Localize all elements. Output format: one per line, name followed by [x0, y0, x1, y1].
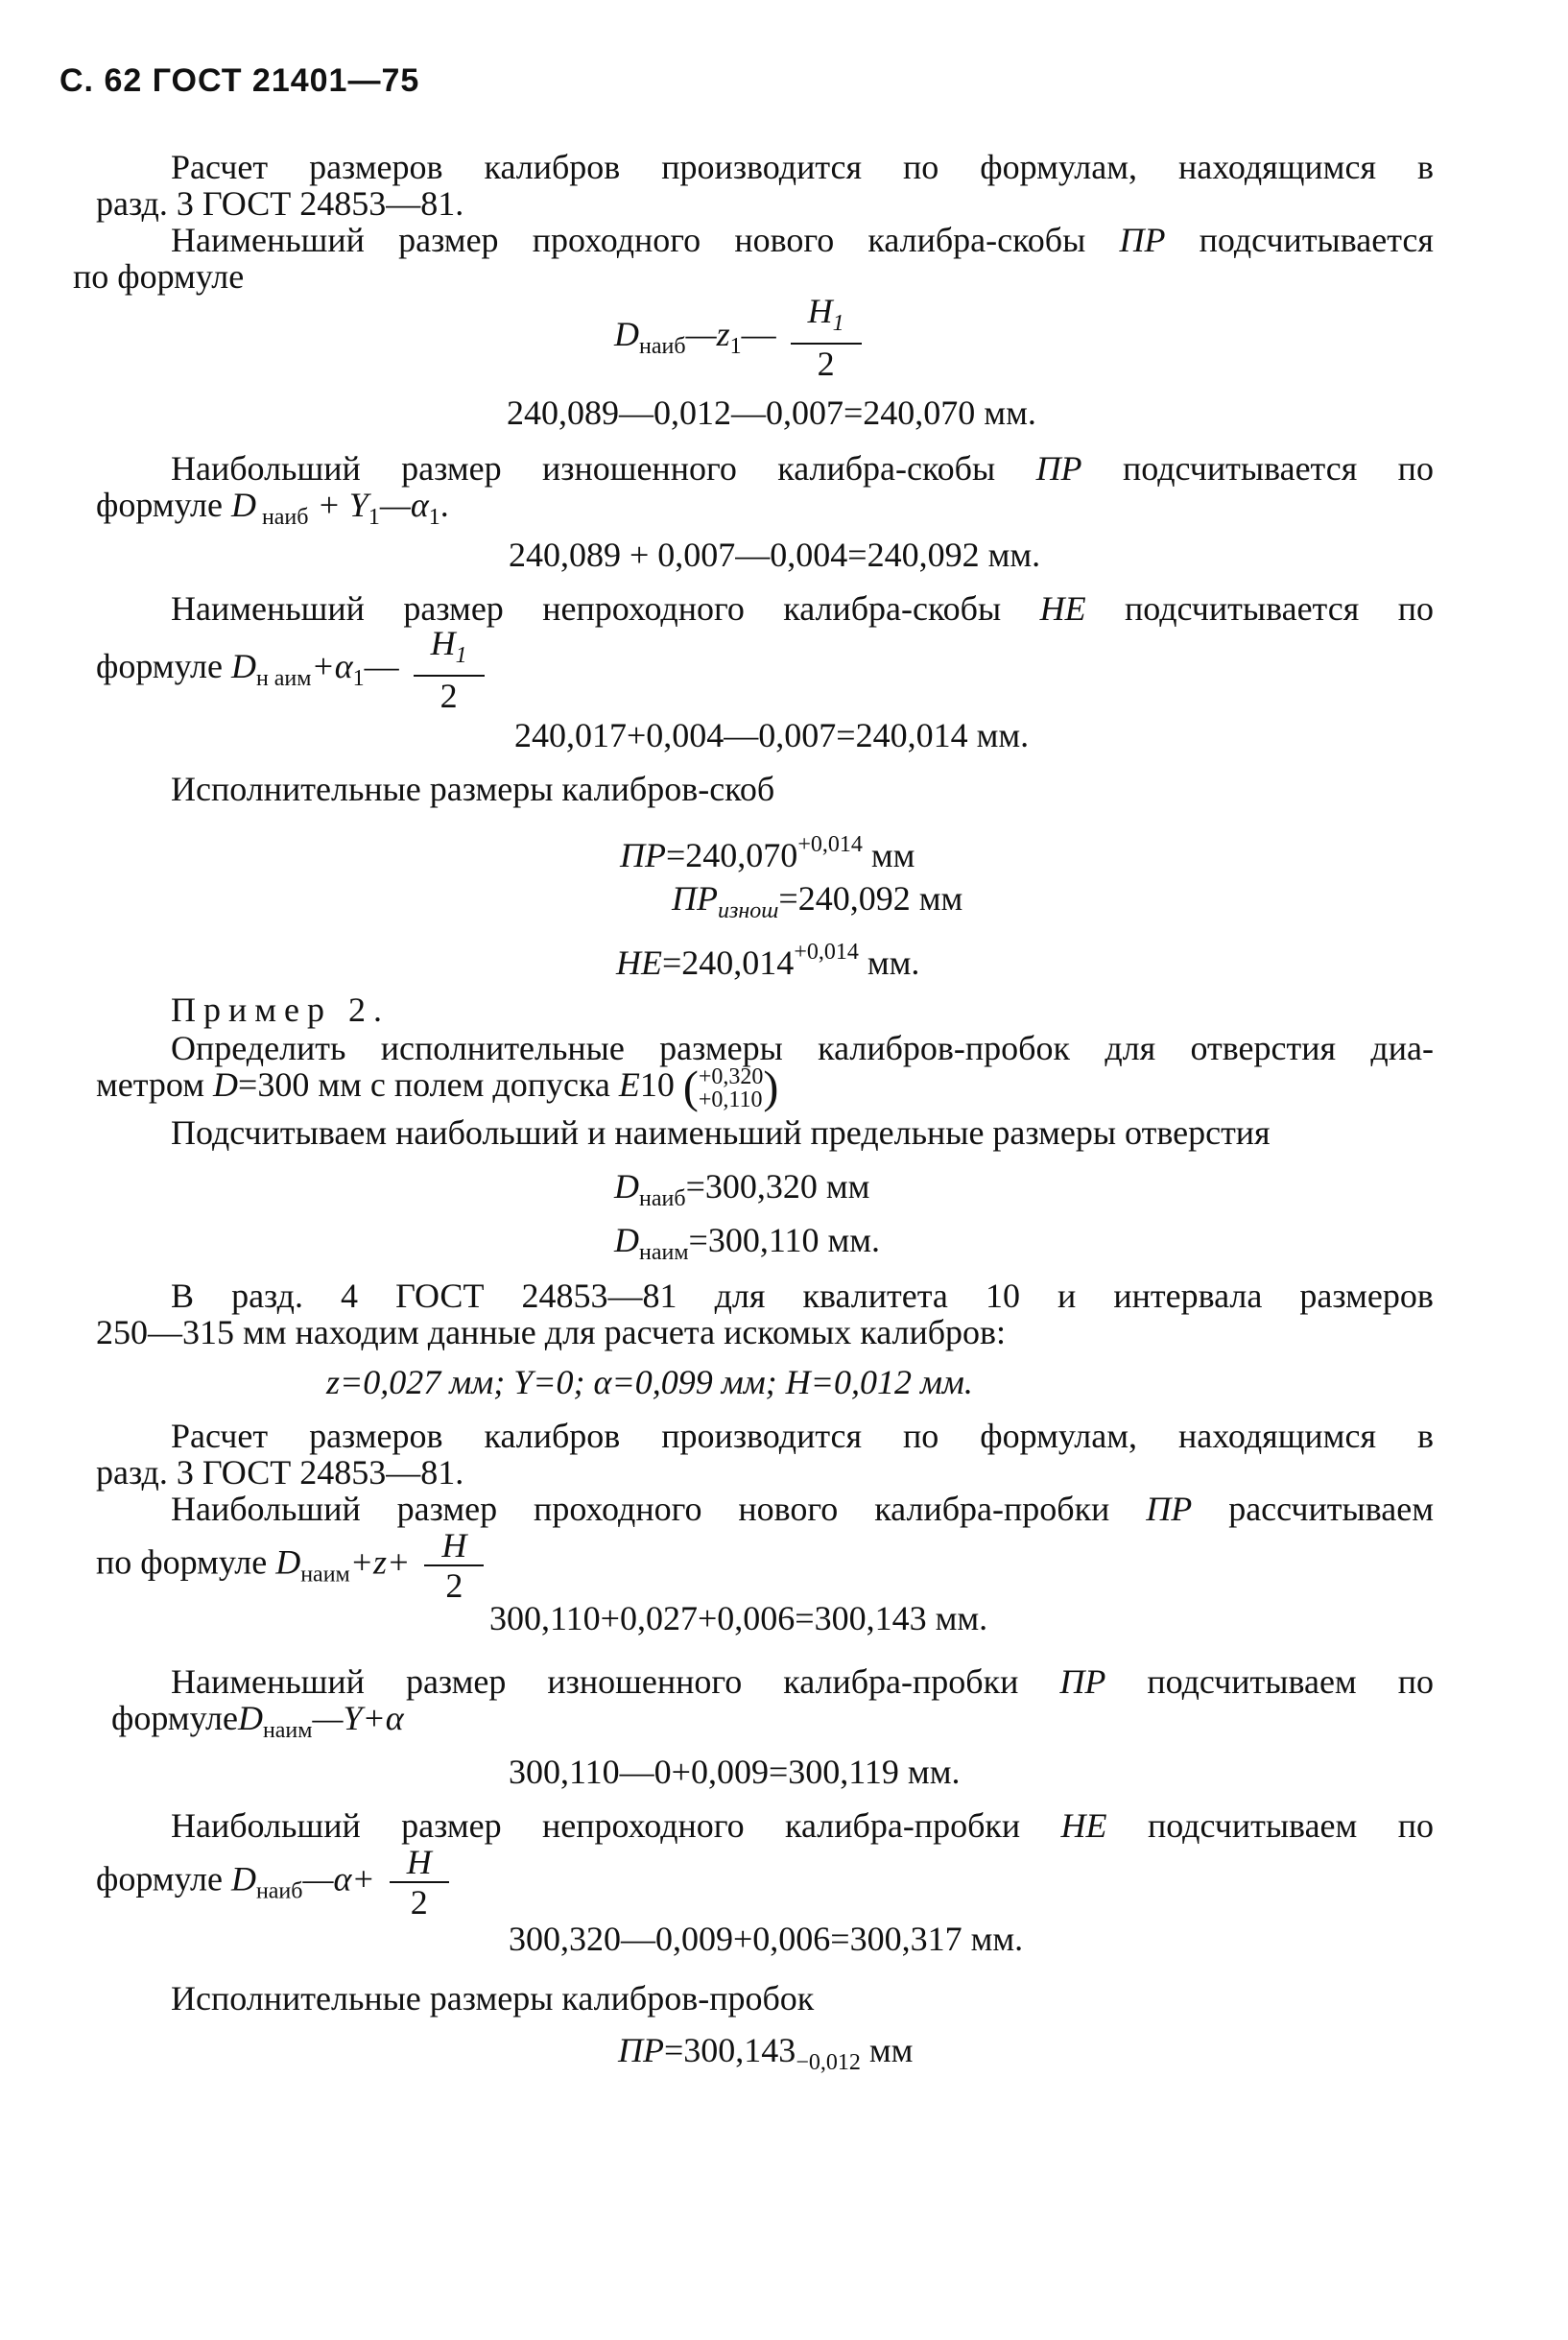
text-line-27	[171, 1488, 1434, 1530]
text-line-18	[96, 1063, 778, 1111]
text: формуле	[96, 1859, 231, 1898]
subscript: 1	[368, 505, 380, 530]
word: ПР	[1146, 1490, 1193, 1528]
subscript: изнош	[718, 898, 779, 923]
text: формуле	[96, 646, 231, 685]
denominator: 2	[445, 1566, 463, 1605]
calc-line-2: 240,089 + 0,007—0,004=240,092 мм.	[509, 536, 1041, 574]
word: в	[1416, 1417, 1434, 1455]
word: рассчитываем	[1228, 1490, 1434, 1528]
denominator: 2	[817, 345, 835, 383]
word: размеры	[659, 1029, 783, 1067]
subscript: 1	[729, 333, 742, 359]
word: Наибольший	[171, 449, 361, 488]
word: калибра-пробки	[783, 1662, 1019, 1701]
subscript: наиб	[639, 333, 686, 359]
calc-line-6: 300,320—0,009+0,006=300,317 мм.	[509, 1920, 1024, 1958]
word: исполнительные	[380, 1029, 625, 1067]
word: производится	[661, 1417, 863, 1455]
text-line-19: Подсчитываем наибольший и наименьший предельные размеры отверстия	[171, 1113, 1271, 1152]
word: Наибольший	[171, 1806, 361, 1845]
word: подсчитывается	[1199, 221, 1434, 259]
text-line-10	[96, 624, 490, 715]
fraction	[791, 292, 862, 383]
word: НЕ	[1039, 589, 1086, 628]
word: размеров	[1299, 1277, 1434, 1315]
numerator: H	[424, 1526, 484, 1566]
upper-deviation: +0,320	[698, 1063, 764, 1089]
word: подсчитываем	[1147, 1662, 1357, 1701]
text-line-3	[171, 219, 1434, 261]
word: 24853—81	[521, 1277, 677, 1315]
word: размер	[405, 1662, 507, 1701]
word: находящимся	[1177, 1417, 1376, 1455]
word: формулам,	[980, 1417, 1137, 1455]
subscript: наим	[262, 1718, 313, 1743]
var: D	[614, 314, 639, 353]
text-line-33	[171, 1804, 1434, 1847]
var: +z+	[349, 1542, 411, 1582]
subscript: наиб	[255, 505, 309, 530]
var: D	[213, 1065, 239, 1104]
var: D	[614, 1167, 639, 1206]
var: + Y	[308, 486, 368, 524]
subscript: 1	[832, 311, 844, 336]
word: калибров-пробок	[818, 1029, 1070, 1067]
word: диа-	[1370, 1029, 1434, 1067]
text: формуле	[96, 486, 231, 524]
formula-1	[614, 292, 867, 383]
result-line-4	[618, 2029, 913, 2084]
subscript: наим	[639, 1240, 689, 1265]
word: ПР	[1119, 221, 1166, 259]
text: =240,070	[666, 836, 798, 874]
subscript: 1	[455, 643, 467, 668]
result-line-2	[672, 877, 962, 932]
word: изношенного	[541, 449, 737, 488]
word: непроходного	[541, 1806, 745, 1845]
word: Наименьший	[171, 589, 365, 628]
text-line-36: Исполнительные размеры калибров-пробок	[171, 1979, 815, 2018]
subscript: 1	[352, 665, 365, 691]
fraction	[414, 624, 485, 715]
superscript: +0,014	[794, 940, 859, 965]
word: в	[1416, 148, 1434, 186]
word: размеров	[309, 148, 443, 186]
text-line-23: 250—315 мм находим данные для расчета искомых калибров:	[96, 1313, 1007, 1351]
var: ПР	[618, 2031, 664, 2069]
word: калибра-пробки	[785, 1806, 1021, 1845]
text: мм	[862, 836, 915, 874]
word: изношенного	[547, 1662, 743, 1701]
word: нового	[738, 1490, 839, 1528]
word: формулам,	[980, 148, 1137, 186]
var: D	[614, 1221, 639, 1259]
word: по	[1397, 449, 1434, 488]
word: Наименьший	[171, 221, 365, 259]
text: .	[440, 486, 449, 524]
word: производится	[661, 148, 863, 186]
text: мм.	[858, 943, 920, 982]
denominator: 2	[440, 677, 458, 715]
word: размер	[401, 1806, 502, 1845]
limit-line-2	[614, 1219, 880, 1274]
word: размер	[403, 589, 504, 628]
word: Определить	[171, 1029, 346, 1067]
lower-deviation: +0,110	[698, 1086, 763, 1112]
paren-close: )	[763, 1062, 779, 1113]
numerator: H	[807, 292, 833, 330]
fraction	[390, 1843, 449, 1922]
word: Расчет	[171, 1417, 269, 1455]
text-line-34	[96, 1843, 455, 1922]
text-line-31	[111, 1697, 404, 1752]
calc-line-5: 300,110—0+0,009=300,119 мм.	[509, 1753, 961, 1791]
calc-line-4: 300,110+0,027+0,006=300,143 мм.	[489, 1599, 988, 1637]
page-header: С. 62 ГОСТ 21401—75	[59, 62, 420, 99]
text-line-2: разд. 3 ГОСТ 24853—81.	[96, 184, 464, 223]
var: ПР	[672, 879, 718, 918]
denominator: 2	[410, 1883, 428, 1922]
word: проходного	[534, 1490, 702, 1528]
example-heading: Пример 2.	[171, 991, 391, 1029]
var: +α	[311, 646, 353, 685]
text: =300,320 мм	[685, 1167, 870, 1206]
result-line-1	[620, 824, 915, 876]
var: —α	[379, 486, 429, 524]
word: ПР	[1035, 449, 1082, 488]
word: калибра-скобы	[777, 449, 996, 488]
word: по	[1397, 1806, 1434, 1845]
text-line-28	[96, 1526, 489, 1605]
word: подсчитывается	[1124, 589, 1360, 628]
word: по	[1397, 589, 1434, 628]
word: размеров	[309, 1417, 443, 1455]
var: —α+	[302, 1859, 375, 1898]
word: по	[903, 1417, 939, 1455]
word: калибров	[484, 1417, 621, 1455]
text: 10	[639, 1065, 675, 1104]
word: квалитета	[802, 1277, 948, 1315]
var: D	[237, 1699, 263, 1737]
word: ГОСТ	[395, 1277, 485, 1315]
word: ПР	[1059, 1662, 1106, 1701]
word: НЕ	[1060, 1806, 1107, 1845]
word: интервала	[1113, 1277, 1263, 1315]
operator: —	[364, 646, 399, 685]
text: =240,092 мм	[778, 879, 963, 918]
text-line-12: Исполнительные размеры калибров-скоб	[171, 770, 775, 808]
numerator: H	[390, 1843, 449, 1883]
word: размер	[401, 449, 502, 488]
tolerance-stack	[699, 1065, 764, 1111]
text: по формуле	[96, 1542, 276, 1582]
superscript: +0,014	[797, 832, 863, 857]
text-line-7	[96, 484, 449, 538]
subscript: 1	[428, 505, 440, 530]
result-line-3	[616, 931, 919, 984]
subscript: наиб	[639, 1186, 686, 1211]
word: размер	[398, 221, 499, 259]
word: нового	[734, 221, 835, 259]
word: разд.	[231, 1277, 303, 1315]
word: размер	[396, 1490, 498, 1528]
subscript: −0,012	[796, 2050, 861, 2075]
word: подсчитываем	[1147, 1806, 1358, 1845]
calc-line-3: 240,017+0,004—0,007=240,014 мм.	[514, 716, 1030, 754]
subscript: н аим	[255, 665, 312, 691]
limit-line-1	[614, 1165, 869, 1220]
var: D	[275, 1542, 301, 1582]
word: 4	[341, 1277, 359, 1315]
text: формуле	[111, 1699, 238, 1737]
var: D	[230, 486, 256, 524]
text: =300,110 мм.	[688, 1221, 881, 1259]
numerator: H	[430, 624, 456, 662]
word: калибра-скобы	[783, 589, 1002, 628]
word: калибра-скобы	[867, 221, 1086, 259]
word: калибров	[484, 148, 621, 186]
word: Наименьший	[171, 1662, 365, 1701]
word: Наибольший	[171, 1490, 361, 1528]
word: по	[903, 148, 939, 186]
text: мм	[860, 2031, 914, 2069]
operator: —	[741, 314, 776, 353]
word: подсчитывается	[1122, 449, 1358, 488]
word: 10	[985, 1277, 1020, 1315]
word: отверстия	[1190, 1029, 1337, 1067]
var: НЕ	[616, 943, 662, 982]
var: D	[230, 646, 256, 685]
word: для	[1105, 1029, 1156, 1067]
text: =300,143	[664, 2031, 796, 2069]
var: E	[618, 1065, 640, 1104]
text-line-4: по формуле	[73, 257, 245, 296]
word: проходного	[532, 221, 701, 259]
text-line-26: разд. 3 ГОСТ 24853—81.	[96, 1453, 464, 1492]
word: Расчет	[171, 148, 269, 186]
word: В	[171, 1277, 195, 1315]
var: D	[230, 1859, 256, 1898]
word: по	[1397, 1662, 1434, 1701]
subscript: наим	[300, 1562, 350, 1588]
subscript: наиб	[255, 1878, 303, 1904]
var: —Y+α	[312, 1699, 404, 1737]
word: непроходного	[542, 589, 745, 628]
var: ПР	[620, 836, 666, 874]
text: =300 мм с полем допуска	[238, 1065, 619, 1104]
paren-open: (	[682, 1062, 699, 1113]
word: находящимся	[1177, 148, 1376, 186]
params-line: z=0,027 мм; Y=0; α=0,099 мм; H=0,012 мм.	[326, 1363, 973, 1401]
text: метром	[96, 1065, 214, 1104]
word: и	[1057, 1277, 1077, 1315]
calc-line-1: 240,089—0,012—0,007=240,070 мм.	[507, 394, 1036, 432]
text: =240,014	[662, 943, 795, 982]
var: —z	[685, 314, 730, 353]
fraction	[424, 1526, 484, 1605]
word: калибра-пробки	[874, 1490, 1110, 1528]
word: для	[714, 1277, 766, 1315]
